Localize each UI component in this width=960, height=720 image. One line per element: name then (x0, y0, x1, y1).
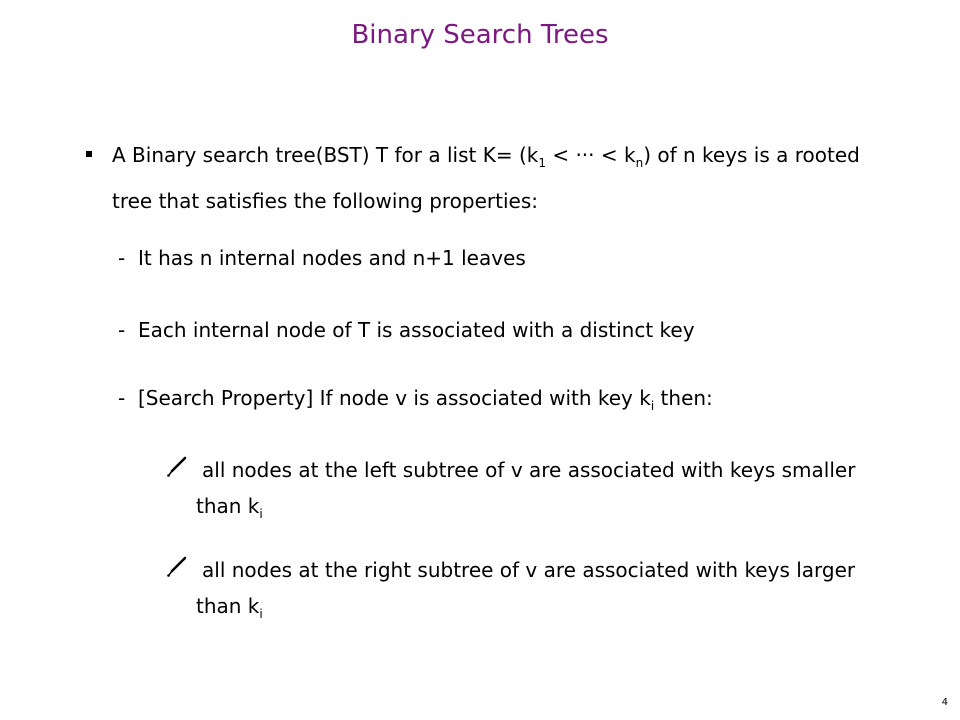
page-number: 4 (941, 697, 948, 708)
sub-item-distinct-key (118, 315, 898, 345)
sub-item-text: It has n internal nodes and n+1 leaves (138, 246, 526, 270)
pencil-icon (166, 456, 188, 478)
bullet-marker (86, 151, 92, 157)
slide-title: Binary Search Trees (351, 20, 609, 50)
main-bullet-text: A Binary search tree(BST) T for a list $K= (k_1$ < ··· < $k_n$) of n keys is a rooted tree that satisfies the following properties: (112, 143, 860, 213)
dash-marker: - (118, 386, 126, 410)
subsub-item-text: all nodes at the right subtree of v are associated with keys larger than $k_i$ (196, 558, 856, 621)
pencil-icon (166, 556, 188, 578)
dash-marker: - (118, 246, 126, 270)
sub-item-internal-nodes (118, 243, 898, 273)
subsub-item-text: all nodes at the left subtree of v are associated with keys smaller than $k_i$ (196, 458, 856, 521)
dash-marker: - (118, 318, 126, 342)
sub-item-search-property (118, 383, 898, 421)
main-bullet (86, 136, 886, 220)
subsub-item-right-subtree (166, 552, 896, 632)
sub-item-text: Each internal node of T is associated with a distinct key (138, 318, 695, 342)
subsub-item-left-subtree (166, 452, 896, 532)
sub-item-text: [Search Property] If node v is associated with key $k_i$ then: (138, 386, 713, 413)
